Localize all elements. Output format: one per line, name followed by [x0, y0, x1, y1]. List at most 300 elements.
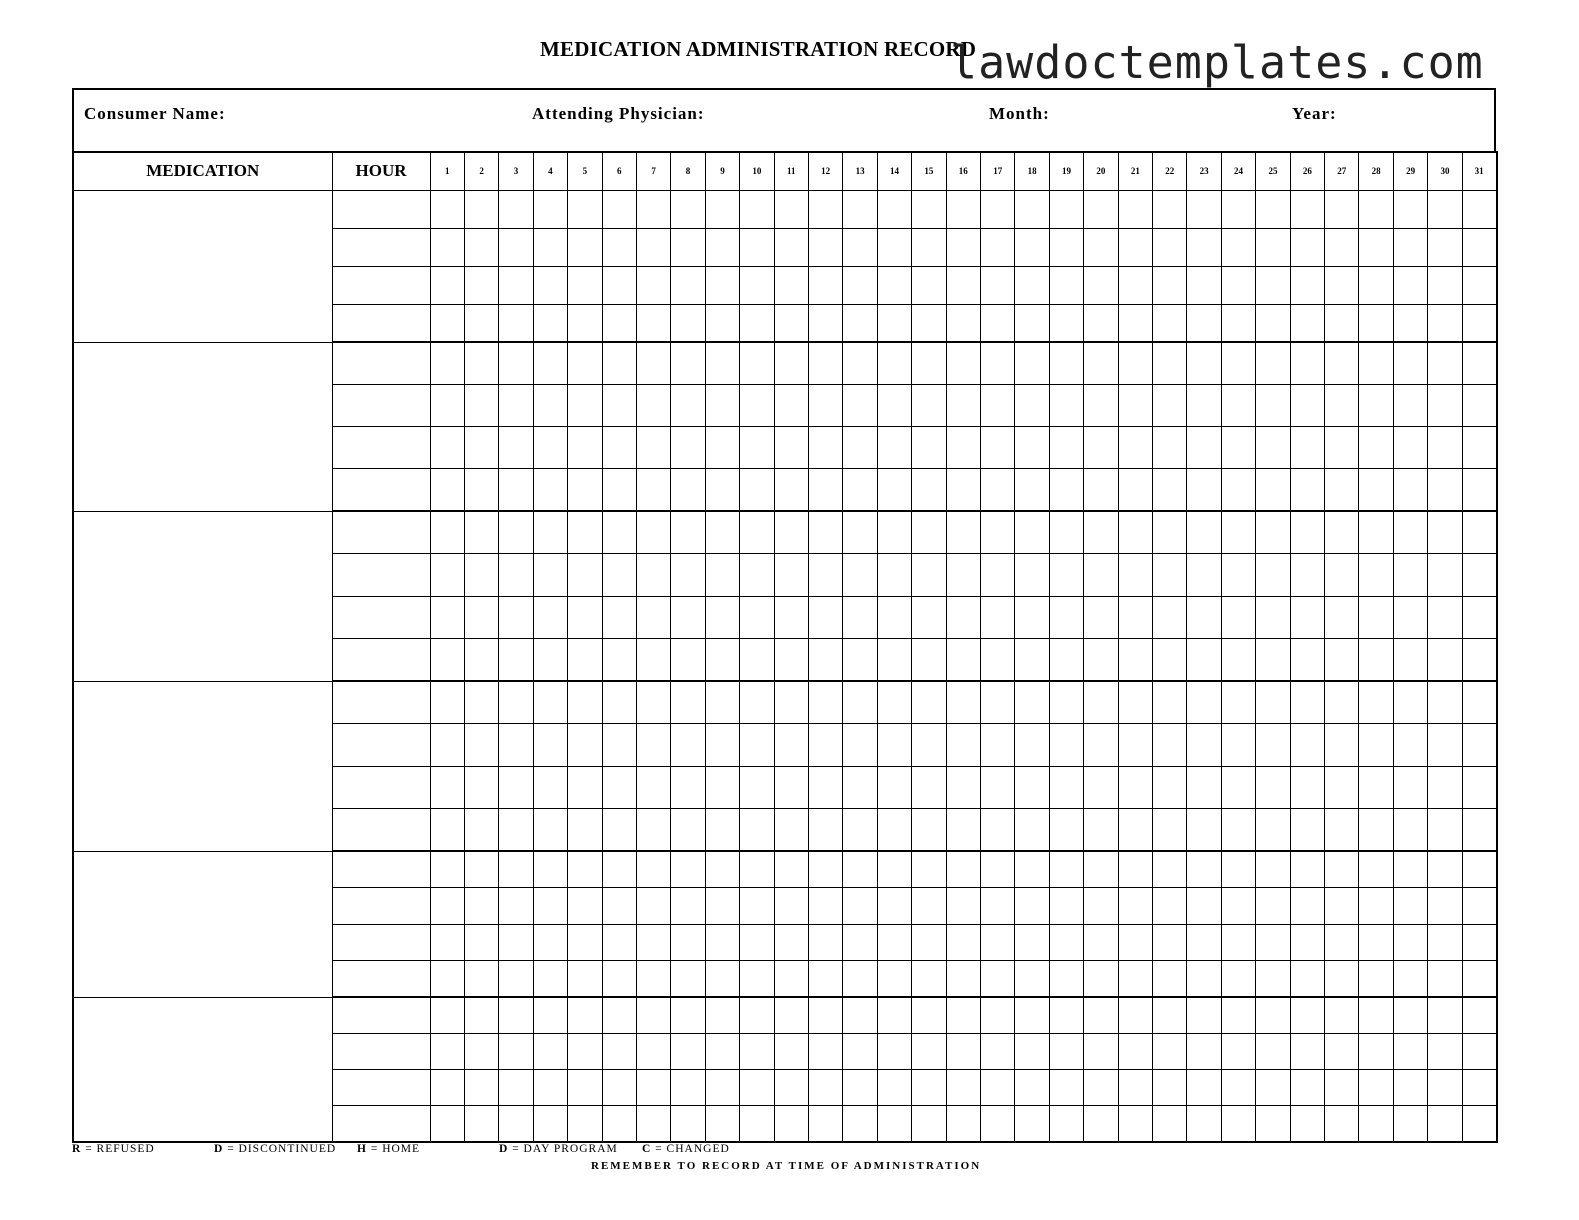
day-cell[interactable]	[568, 228, 602, 266]
day-cell[interactable]	[1049, 1033, 1083, 1069]
day-cell[interactable]	[1221, 1033, 1255, 1069]
day-cell[interactable]	[1187, 304, 1221, 342]
day-cell[interactable]	[1153, 639, 1187, 682]
hour-cell[interactable]	[332, 190, 430, 228]
day-cell[interactable]	[464, 1033, 498, 1069]
day-cell[interactable]	[1221, 681, 1255, 724]
day-cell[interactable]	[877, 851, 911, 888]
day-cell[interactable]	[1049, 511, 1083, 554]
day-cell[interactable]	[1118, 304, 1152, 342]
day-cell[interactable]	[1325, 190, 1359, 228]
day-cell[interactable]	[946, 427, 980, 469]
day-cell[interactable]	[843, 766, 877, 809]
day-cell[interactable]	[843, 1033, 877, 1069]
day-cell[interactable]	[533, 809, 567, 852]
day-cell[interactable]	[1049, 228, 1083, 266]
day-cell[interactable]	[705, 228, 739, 266]
day-cell[interactable]	[946, 997, 980, 1033]
day-cell[interactable]	[774, 888, 808, 925]
day-cell[interactable]	[877, 266, 911, 304]
day-cell[interactable]	[602, 961, 636, 998]
day-cell[interactable]	[1015, 304, 1049, 342]
day-cell[interactable]	[636, 888, 670, 925]
day-cell[interactable]	[981, 1070, 1015, 1106]
day-cell[interactable]	[1015, 888, 1049, 925]
day-cell[interactable]	[705, 851, 739, 888]
consumer-name-field[interactable]: Consumer Name:	[84, 104, 226, 123]
day-cell[interactable]	[1153, 266, 1187, 304]
day-cell[interactable]	[568, 1033, 602, 1069]
day-cell[interactable]	[1084, 681, 1118, 724]
day-cell[interactable]	[1221, 961, 1255, 998]
day-cell[interactable]	[636, 304, 670, 342]
day-cell[interactable]	[464, 384, 498, 426]
day-cell[interactable]	[740, 924, 774, 961]
day-cell[interactable]	[568, 304, 602, 342]
day-cell[interactable]	[602, 724, 636, 767]
day-cell[interactable]	[636, 469, 670, 511]
day-cell[interactable]	[636, 384, 670, 426]
hour-cell[interactable]	[332, 469, 430, 511]
day-cell[interactable]	[499, 469, 533, 511]
day-cell[interactable]	[602, 888, 636, 925]
day-cell[interactable]	[568, 924, 602, 961]
day-cell[interactable]	[946, 469, 980, 511]
day-cell[interactable]	[1256, 427, 1290, 469]
day-cell[interactable]	[1015, 809, 1049, 852]
day-cell[interactable]	[843, 924, 877, 961]
day-cell[interactable]	[671, 469, 705, 511]
day-cell[interactable]	[1084, 724, 1118, 767]
day-cell[interactable]	[1118, 924, 1152, 961]
day-cell[interactable]	[877, 961, 911, 998]
day-cell[interactable]	[602, 266, 636, 304]
day-cell[interactable]	[1153, 766, 1187, 809]
day-cell[interactable]	[1256, 190, 1290, 228]
day-cell[interactable]	[568, 190, 602, 228]
day-cell[interactable]	[981, 190, 1015, 228]
day-cell[interactable]	[430, 427, 464, 469]
day-cell[interactable]	[912, 724, 946, 767]
day-cell[interactable]	[1187, 511, 1221, 554]
day-cell[interactable]	[671, 596, 705, 639]
day-cell[interactable]	[981, 766, 1015, 809]
day-cell[interactable]	[705, 1033, 739, 1069]
day-cell[interactable]	[636, 961, 670, 998]
day-cell[interactable]	[1187, 997, 1221, 1033]
day-cell[interactable]	[1187, 961, 1221, 998]
day-cell[interactable]	[981, 511, 1015, 554]
day-cell[interactable]	[705, 304, 739, 342]
day-cell[interactable]	[1049, 342, 1083, 384]
day-cell[interactable]	[602, 554, 636, 597]
hour-cell[interactable]	[332, 1106, 430, 1142]
day-cell[interactable]	[1015, 1070, 1049, 1106]
day-cell[interactable]	[1153, 724, 1187, 767]
day-cell[interactable]	[1393, 554, 1427, 597]
day-cell[interactable]	[946, 228, 980, 266]
day-cell[interactable]	[1187, 681, 1221, 724]
day-cell[interactable]	[1325, 961, 1359, 998]
day-cell[interactable]	[946, 1106, 980, 1142]
day-cell[interactable]	[1462, 1033, 1496, 1069]
day-cell[interactable]	[499, 924, 533, 961]
day-cell[interactable]	[981, 469, 1015, 511]
day-cell[interactable]	[1462, 511, 1496, 554]
day-cell[interactable]	[1462, 190, 1496, 228]
day-cell[interactable]	[430, 469, 464, 511]
day-cell[interactable]	[740, 997, 774, 1033]
day-cell[interactable]	[946, 888, 980, 925]
day-cell[interactable]	[464, 997, 498, 1033]
day-cell[interactable]	[1393, 228, 1427, 266]
day-cell[interactable]	[1359, 724, 1393, 767]
day-cell[interactable]	[1118, 469, 1152, 511]
day-cell[interactable]	[912, 469, 946, 511]
day-cell[interactable]	[1428, 427, 1462, 469]
day-cell[interactable]	[602, 1070, 636, 1106]
day-cell[interactable]	[808, 190, 842, 228]
day-cell[interactable]	[1359, 888, 1393, 925]
day-cell[interactable]	[705, 961, 739, 998]
day-cell[interactable]	[1428, 924, 1462, 961]
day-cell[interactable]	[602, 924, 636, 961]
day-cell[interactable]	[1084, 427, 1118, 469]
day-cell[interactable]	[1049, 997, 1083, 1033]
day-cell[interactable]	[533, 1070, 567, 1106]
day-cell[interactable]	[1118, 888, 1152, 925]
day-cell[interactable]	[1359, 851, 1393, 888]
day-cell[interactable]	[843, 190, 877, 228]
day-cell[interactable]	[1015, 469, 1049, 511]
day-cell[interactable]	[705, 554, 739, 597]
day-cell[interactable]	[1084, 639, 1118, 682]
day-cell[interactable]	[1359, 304, 1393, 342]
day-cell[interactable]	[740, 681, 774, 724]
day-cell[interactable]	[1290, 228, 1324, 266]
day-cell[interactable]	[1290, 888, 1324, 925]
day-cell[interactable]	[946, 266, 980, 304]
day-cell[interactable]	[464, 190, 498, 228]
day-cell[interactable]	[1221, 639, 1255, 682]
day-cell[interactable]	[1084, 266, 1118, 304]
day-cell[interactable]	[430, 266, 464, 304]
day-cell[interactable]	[1049, 427, 1083, 469]
day-cell[interactable]	[1290, 304, 1324, 342]
day-cell[interactable]	[1290, 809, 1324, 852]
day-cell[interactable]	[1084, 190, 1118, 228]
day-cell[interactable]	[1049, 190, 1083, 228]
day-cell[interactable]	[430, 511, 464, 554]
day-cell[interactable]	[1359, 961, 1393, 998]
hour-cell[interactable]	[332, 1033, 430, 1069]
day-cell[interactable]	[946, 511, 980, 554]
day-cell[interactable]	[1153, 809, 1187, 852]
day-cell[interactable]	[877, 384, 911, 426]
day-cell[interactable]	[1428, 266, 1462, 304]
day-cell[interactable]	[1290, 961, 1324, 998]
day-cell[interactable]	[1118, 1106, 1152, 1142]
day-cell[interactable]	[1118, 639, 1152, 682]
day-cell[interactable]	[981, 554, 1015, 597]
day-cell[interactable]	[671, 266, 705, 304]
day-cell[interactable]	[636, 511, 670, 554]
day-cell[interactable]	[533, 190, 567, 228]
day-cell[interactable]	[1428, 511, 1462, 554]
day-cell[interactable]	[774, 596, 808, 639]
day-cell[interactable]	[568, 554, 602, 597]
day-cell[interactable]	[1049, 766, 1083, 809]
day-cell[interactable]	[568, 766, 602, 809]
day-cell[interactable]	[1256, 924, 1290, 961]
day-cell[interactable]	[774, 924, 808, 961]
day-cell[interactable]	[1462, 851, 1496, 888]
day-cell[interactable]	[774, 766, 808, 809]
day-cell[interactable]	[946, 724, 980, 767]
day-cell[interactable]	[1462, 809, 1496, 852]
day-cell[interactable]	[1393, 681, 1427, 724]
day-cell[interactable]	[843, 384, 877, 426]
day-cell[interactable]	[740, 724, 774, 767]
hour-cell[interactable]	[332, 554, 430, 597]
day-cell[interactable]	[774, 997, 808, 1033]
day-cell[interactable]	[1325, 342, 1359, 384]
day-cell[interactable]	[981, 596, 1015, 639]
day-cell[interactable]	[877, 511, 911, 554]
day-cell[interactable]	[464, 427, 498, 469]
day-cell[interactable]	[533, 469, 567, 511]
day-cell[interactable]	[1325, 469, 1359, 511]
day-cell[interactable]	[1049, 851, 1083, 888]
day-cell[interactable]	[1221, 190, 1255, 228]
day-cell[interactable]	[1084, 469, 1118, 511]
day-cell[interactable]	[1015, 427, 1049, 469]
day-cell[interactable]	[843, 888, 877, 925]
day-cell[interactable]	[1359, 190, 1393, 228]
day-cell[interactable]	[568, 961, 602, 998]
day-cell[interactable]	[1015, 639, 1049, 682]
day-cell[interactable]	[1049, 266, 1083, 304]
day-cell[interactable]	[1256, 384, 1290, 426]
day-cell[interactable]	[1256, 266, 1290, 304]
day-cell[interactable]	[1049, 384, 1083, 426]
day-cell[interactable]	[1256, 596, 1290, 639]
day-cell[interactable]	[671, 304, 705, 342]
day-cell[interactable]	[1256, 1033, 1290, 1069]
day-cell[interactable]	[1359, 342, 1393, 384]
day-cell[interactable]	[1462, 639, 1496, 682]
day-cell[interactable]	[981, 809, 1015, 852]
day-cell[interactable]	[808, 681, 842, 724]
day-cell[interactable]	[1359, 266, 1393, 304]
medication-cell[interactable]	[73, 511, 332, 681]
day-cell[interactable]	[671, 766, 705, 809]
medication-cell[interactable]	[73, 681, 332, 851]
day-cell[interactable]	[705, 888, 739, 925]
day-cell[interactable]	[877, 766, 911, 809]
day-cell[interactable]	[499, 427, 533, 469]
day-cell[interactable]	[1325, 596, 1359, 639]
day-cell[interactable]	[533, 639, 567, 682]
day-cell[interactable]	[1428, 1070, 1462, 1106]
day-cell[interactable]	[499, 997, 533, 1033]
day-cell[interactable]	[1187, 888, 1221, 925]
day-cell[interactable]	[740, 342, 774, 384]
day-cell[interactable]	[877, 228, 911, 266]
day-cell[interactable]	[1325, 266, 1359, 304]
day-cell[interactable]	[430, 724, 464, 767]
day-cell[interactable]	[671, 924, 705, 961]
day-cell[interactable]	[1325, 766, 1359, 809]
day-cell[interactable]	[1325, 1070, 1359, 1106]
day-cell[interactable]	[1256, 997, 1290, 1033]
day-cell[interactable]	[740, 228, 774, 266]
day-cell[interactable]	[1256, 554, 1290, 597]
day-cell[interactable]	[1153, 342, 1187, 384]
day-cell[interactable]	[1084, 924, 1118, 961]
day-cell[interactable]	[808, 1106, 842, 1142]
day-cell[interactable]	[1118, 961, 1152, 998]
day-cell[interactable]	[1393, 997, 1427, 1033]
day-cell[interactable]	[1462, 469, 1496, 511]
day-cell[interactable]	[877, 1033, 911, 1069]
day-cell[interactable]	[808, 639, 842, 682]
day-cell[interactable]	[808, 228, 842, 266]
day-cell[interactable]	[602, 596, 636, 639]
day-cell[interactable]	[808, 554, 842, 597]
day-cell[interactable]	[946, 1070, 980, 1106]
day-cell[interactable]	[1153, 924, 1187, 961]
day-cell[interactable]	[430, 190, 464, 228]
day-cell[interactable]	[1187, 639, 1221, 682]
day-cell[interactable]	[1221, 888, 1255, 925]
day-cell[interactable]	[912, 1033, 946, 1069]
day-cell[interactable]	[774, 469, 808, 511]
day-cell[interactable]	[671, 888, 705, 925]
day-cell[interactable]	[636, 681, 670, 724]
day-cell[interactable]	[912, 384, 946, 426]
day-cell[interactable]	[981, 724, 1015, 767]
day-cell[interactable]	[877, 596, 911, 639]
day-cell[interactable]	[464, 596, 498, 639]
day-cell[interactable]	[1256, 809, 1290, 852]
day-cell[interactable]	[1428, 724, 1462, 767]
hour-cell[interactable]	[332, 1070, 430, 1106]
day-cell[interactable]	[981, 639, 1015, 682]
day-cell[interactable]	[671, 1106, 705, 1142]
day-cell[interactable]	[877, 924, 911, 961]
day-cell[interactable]	[1084, 511, 1118, 554]
day-cell[interactable]	[1084, 342, 1118, 384]
day-cell[interactable]	[1221, 384, 1255, 426]
medication-cell[interactable]	[73, 342, 332, 511]
day-cell[interactable]	[430, 1033, 464, 1069]
day-cell[interactable]	[1359, 639, 1393, 682]
day-cell[interactable]	[912, 1106, 946, 1142]
hour-cell[interactable]	[332, 596, 430, 639]
day-cell[interactable]	[1118, 427, 1152, 469]
day-cell[interactable]	[568, 809, 602, 852]
day-cell[interactable]	[1015, 724, 1049, 767]
day-cell[interactable]	[499, 1033, 533, 1069]
day-cell[interactable]	[430, 228, 464, 266]
day-cell[interactable]	[464, 851, 498, 888]
day-cell[interactable]	[1359, 766, 1393, 809]
day-cell[interactable]	[1084, 766, 1118, 809]
day-cell[interactable]	[533, 1033, 567, 1069]
day-cell[interactable]	[1015, 596, 1049, 639]
day-cell[interactable]	[636, 924, 670, 961]
day-cell[interactable]	[1393, 924, 1427, 961]
day-cell[interactable]	[1359, 554, 1393, 597]
day-cell[interactable]	[636, 596, 670, 639]
day-cell[interactable]	[1118, 342, 1152, 384]
day-cell[interactable]	[877, 554, 911, 597]
day-cell[interactable]	[430, 997, 464, 1033]
day-cell[interactable]	[1290, 681, 1324, 724]
day-cell[interactable]	[981, 427, 1015, 469]
day-cell[interactable]	[1325, 851, 1359, 888]
day-cell[interactable]	[1153, 1033, 1187, 1069]
day-cell[interactable]	[774, 511, 808, 554]
day-cell[interactable]	[1428, 888, 1462, 925]
day-cell[interactable]	[1118, 851, 1152, 888]
day-cell[interactable]	[636, 190, 670, 228]
day-cell[interactable]	[843, 554, 877, 597]
day-cell[interactable]	[774, 342, 808, 384]
day-cell[interactable]	[1290, 1106, 1324, 1142]
day-cell[interactable]	[464, 961, 498, 998]
day-cell[interactable]	[1290, 724, 1324, 767]
day-cell[interactable]	[981, 266, 1015, 304]
day-cell[interactable]	[499, 266, 533, 304]
day-cell[interactable]	[499, 554, 533, 597]
day-cell[interactable]	[740, 961, 774, 998]
day-cell[interactable]	[533, 961, 567, 998]
day-cell[interactable]	[1118, 681, 1152, 724]
day-cell[interactable]	[774, 304, 808, 342]
day-cell[interactable]	[602, 469, 636, 511]
day-cell[interactable]	[740, 1033, 774, 1069]
day-cell[interactable]	[843, 997, 877, 1033]
day-cell[interactable]	[1221, 997, 1255, 1033]
day-cell[interactable]	[705, 266, 739, 304]
day-cell[interactable]	[1049, 596, 1083, 639]
day-cell[interactable]	[568, 342, 602, 384]
day-cell[interactable]	[430, 924, 464, 961]
hour-cell[interactable]	[332, 681, 430, 724]
day-cell[interactable]	[464, 809, 498, 852]
year-field[interactable]: Year:	[1292, 104, 1337, 123]
day-cell[interactable]	[1428, 639, 1462, 682]
day-cell[interactable]	[1290, 1033, 1324, 1069]
day-cell[interactable]	[533, 851, 567, 888]
day-cell[interactable]	[671, 1033, 705, 1069]
day-cell[interactable]	[946, 809, 980, 852]
day-cell[interactable]	[843, 596, 877, 639]
day-cell[interactable]	[877, 190, 911, 228]
day-cell[interactable]	[1428, 766, 1462, 809]
day-cell[interactable]	[1290, 384, 1324, 426]
day-cell[interactable]	[671, 639, 705, 682]
day-cell[interactable]	[1118, 190, 1152, 228]
day-cell[interactable]	[499, 961, 533, 998]
day-cell[interactable]	[671, 961, 705, 998]
day-cell[interactable]	[705, 809, 739, 852]
day-cell[interactable]	[1221, 1106, 1255, 1142]
day-cell[interactable]	[1015, 961, 1049, 998]
day-cell[interactable]	[533, 888, 567, 925]
